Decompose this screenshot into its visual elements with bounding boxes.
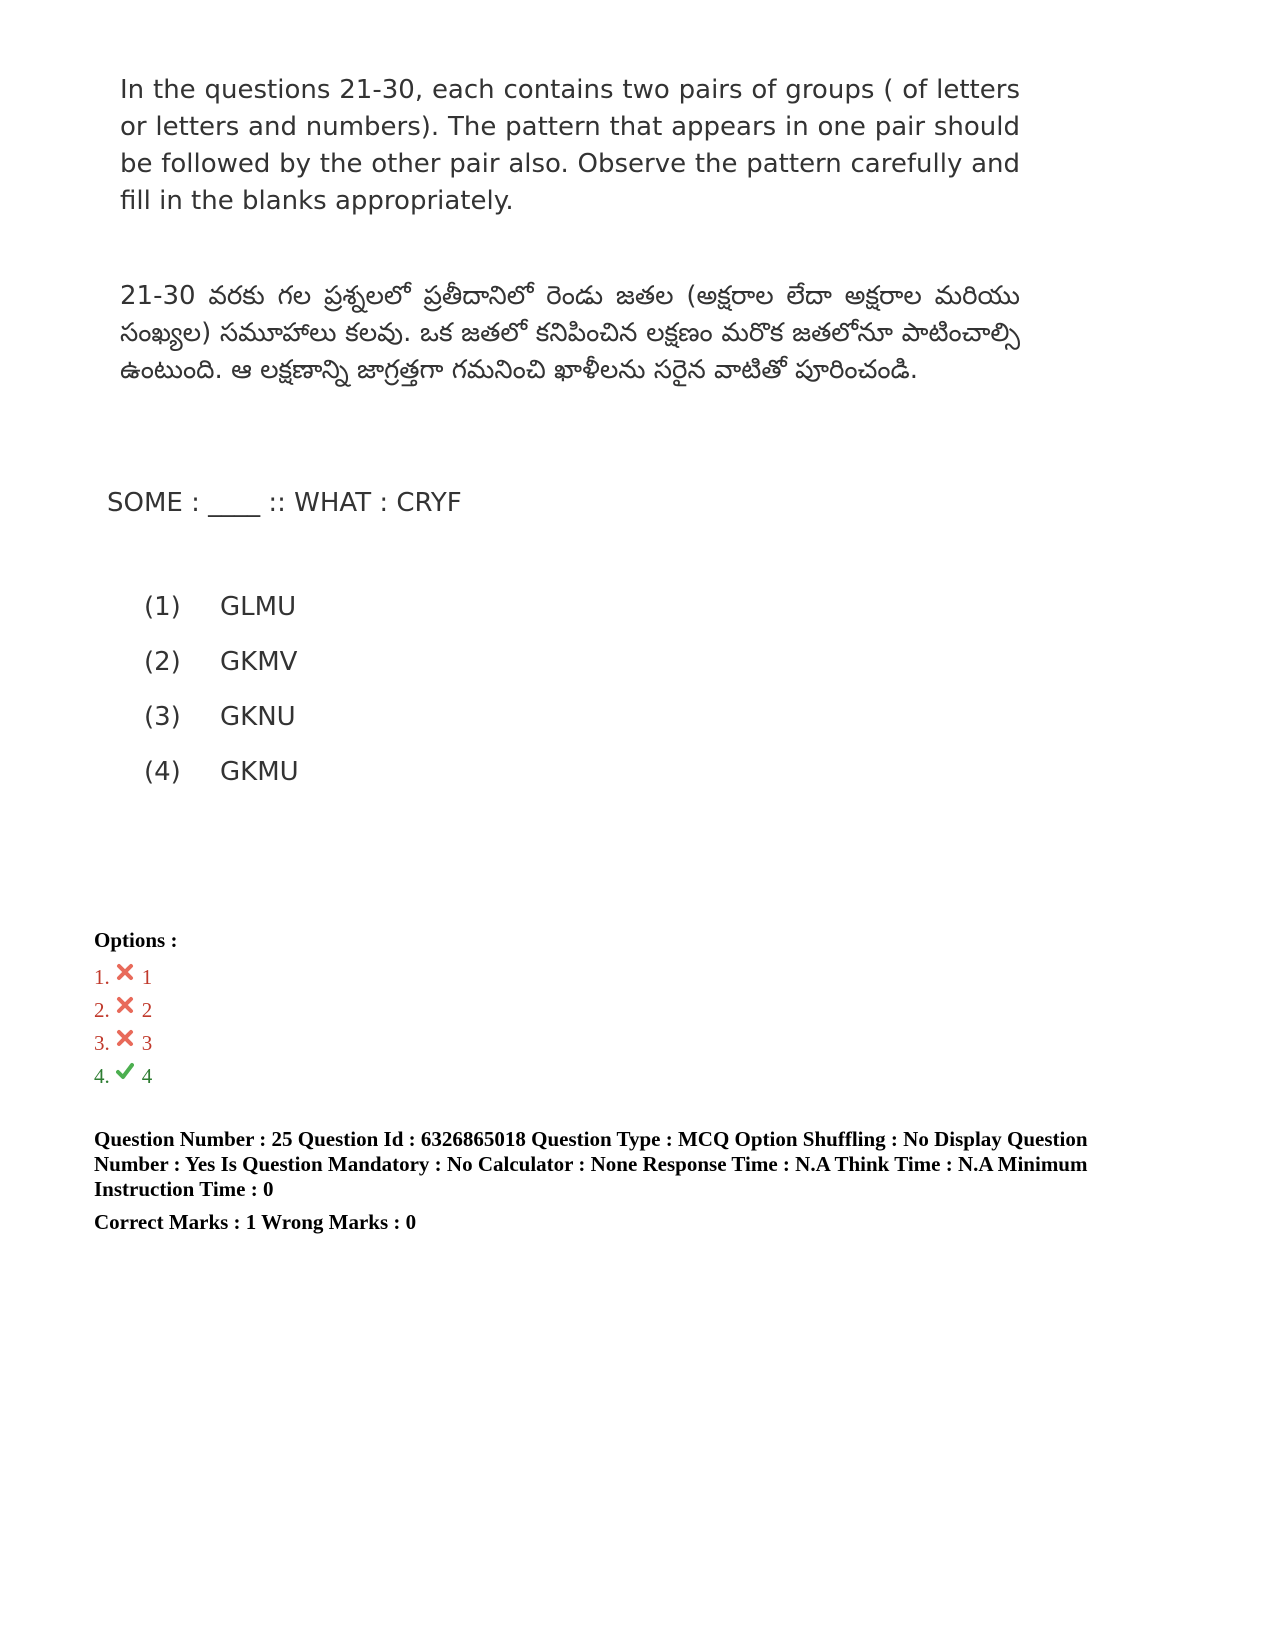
- cross-icon: [116, 963, 134, 981]
- choice-number: (1): [144, 592, 181, 622]
- option-index: 3.: [94, 1031, 110, 1055]
- option-value: 4: [141, 1064, 153, 1088]
- choice-text: GKMU: [220, 757, 299, 787]
- choice-4: [144, 757, 299, 787]
- option-index: 2.: [94, 998, 110, 1022]
- choice-number: (4): [144, 757, 181, 787]
- choice-text: GLMU: [220, 592, 297, 622]
- option-value: 3: [141, 1031, 153, 1055]
- instruction-english: In the questions 21-30, each contains two pairs of groups ( of letters or letters and numbers). The pattern that appears in one pair should be followed by the other pair also. Observe the pattern carefully and fill in the blanks appropriately.: [120, 75, 1020, 216]
- options-title: Options :: [94, 928, 178, 952]
- choice-number: (2): [144, 647, 181, 677]
- question-stem: SOME : ____ :: WHAT : CRYF: [107, 488, 462, 518]
- choice-number: (3): [144, 702, 181, 732]
- option-index: 4.: [94, 1064, 110, 1088]
- choice-text: GKMV: [220, 647, 298, 677]
- instruction-telugu: 21-30 వరకు గల ప్రశ్నలలో ప్రతీదానిలో రెండు జతల (అక్షరాల లేదా అక్షరాల మరియు సంఖ్యల) సమూహాలు కలవు. ఒక జతలో కనిపించిన లక్షణం మరొక జతలోనూ పాటించాల్సి ఉంటుంది. ఆ లక్షణాన్ని జాగ్రత్తగా గమనించి ఖాళీలను సరైన వాటితో పూరించండి.: [120, 281, 1020, 385]
- check-icon: [116, 1062, 134, 1080]
- choice-1: [144, 592, 296, 622]
- choice-2: [144, 647, 297, 677]
- option-3: [94, 1027, 177, 1060]
- option-4: [94, 1060, 177, 1093]
- choice-text: GKNU: [220, 702, 296, 732]
- question-info: Question Number : 25 Question Id : 6326865018 Question Type : MCQ Option Shuffling : No Display Question Number : Yes Is Question Mandatory : No Calculator : None Response Time : N.A Think Time : N.A Minimum Instruction Time : 0: [94, 1127, 1088, 1201]
- question-metadata: [94, 1127, 1164, 1243]
- option-value: 1: [141, 965, 153, 989]
- option-index: 1.: [94, 965, 110, 989]
- option-value: 2: [141, 998, 153, 1022]
- choice-3: [144, 702, 296, 732]
- cross-icon: [116, 1029, 134, 1047]
- option-1: [94, 961, 177, 994]
- option-2: [94, 994, 177, 1027]
- marks-info: Correct Marks : 1 Wrong Marks : 0: [94, 1210, 417, 1234]
- cross-icon: [116, 996, 134, 1014]
- options-block: [94, 928, 177, 1093]
